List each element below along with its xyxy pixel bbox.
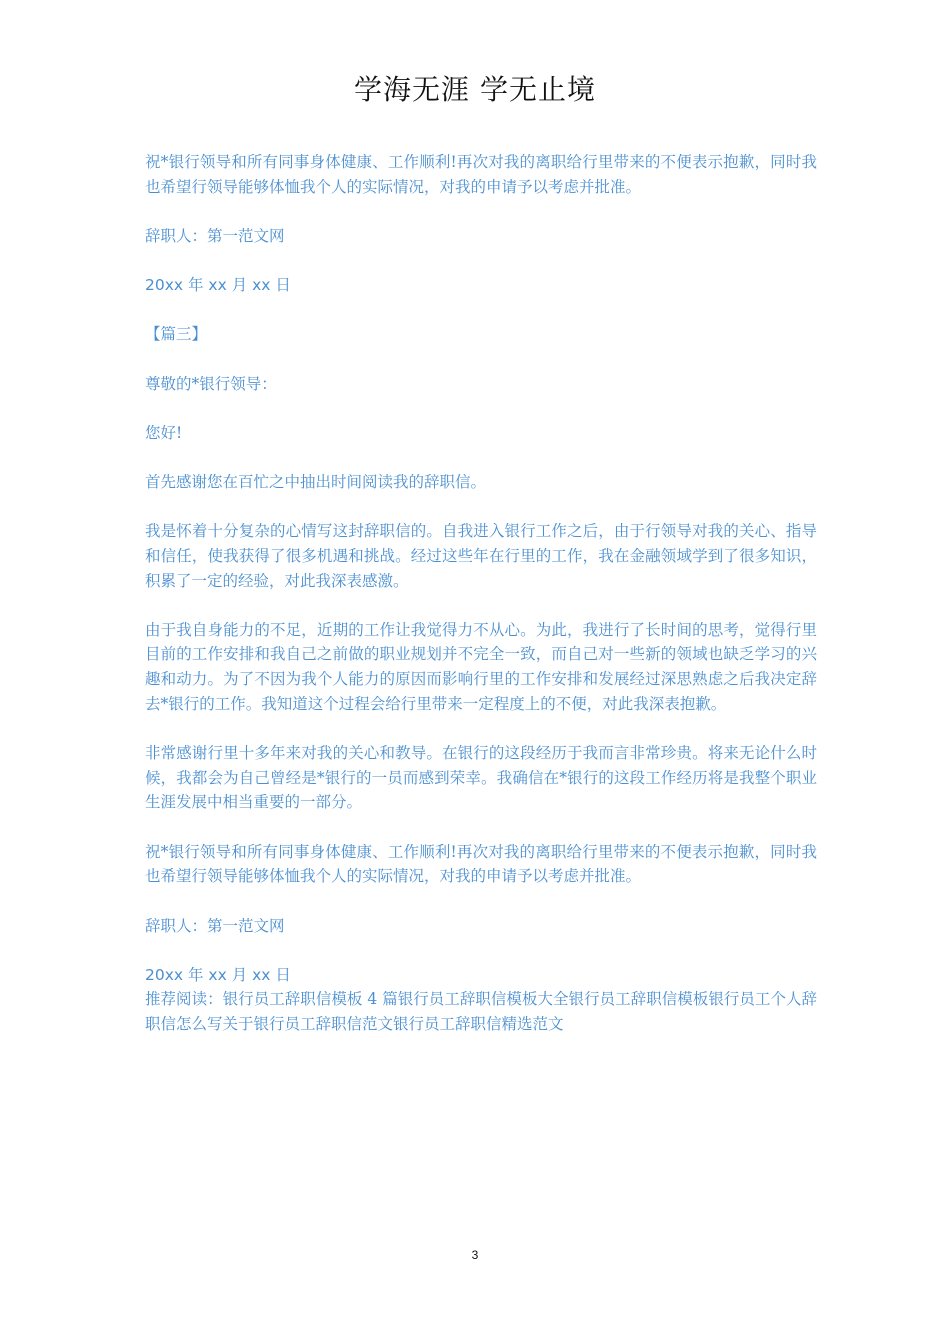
date-line: 20xx 年 xx 月 xx 日 bbox=[145, 965, 291, 984]
body-paragraph: 我是怀着十分复杂的心情写这封辞职信的。自我进入银行工作之后，由于行领导对我的关心、指导和信任，使我获得了很多机遇和挑战。经过这些年在行里的工作，我在金融领域学到了很多知识，积累了一定的经验，对此我深表感激。 bbox=[145, 522, 817, 590]
salutation: 尊敬的*银行领导： bbox=[145, 374, 277, 393]
document-body bbox=[145, 150, 817, 1061]
page-title: 学海无涯 学无止境 bbox=[354, 73, 596, 106]
signature-line: 辞职人：第一范文网 bbox=[145, 226, 285, 245]
date-line: 20xx 年 xx 月 xx 日 bbox=[145, 276, 291, 295]
body-paragraph: 非常感谢行里十多年来对我的关心和教导。在银行的这段经历于我而言非常珍贵。将来无论什么时候，我都会为自己曾经是*银行的一员而感到荣幸。我确信在*银行的这段工作经历将是我整个职业生涯发展中相当重要的一部分。 bbox=[145, 744, 817, 812]
body-paragraph: 由于我自身能力的不足，近期的工作让我觉得力不从心。为此，我进行了长时间的思考，觉得行里目前的工作安排和我自己之前做的职业规划并不完全一致，而自己对一些新的领域也缺乏学习的兴趣和动力。为了不因为我个人能力的原因而影响行里的工作安排和发展经过深思熟虑之后我决定辞去*银行的工作。我知道这个过程会给行里带来一定程度上的不便，对此我深表抱歉。 bbox=[145, 620, 817, 713]
signature-line: 辞职人：第一范文网 bbox=[145, 916, 285, 935]
intro-paragraph: 首先感谢您在百忙之中抽出时间阅读我的辞职信。 bbox=[145, 472, 487, 491]
recommended-reading: 推荐阅读：银行员工辞职信模板 4 篇银行员工辞职信模板大全银行员工辞职信模板银行员工个人辞职信怎么写关于银行员工辞职信范文银行员工辞职信精选范文 bbox=[145, 990, 817, 1034]
section-heading: 【篇三】 bbox=[145, 325, 208, 344]
greeting: 您好! bbox=[145, 423, 183, 442]
closing-wishes-paragraph: 祝*银行领导和所有同事身体健康、工作顺利!再次对我的离职给行里带来的不便表示抱歉，同时我也希望行领导能够体恤我个人的实际情况，对我的申请予以考虑并批准。 bbox=[145, 153, 817, 196]
closing-wishes-paragraph: 祝*银行领导和所有同事身体健康、工作顺利!再次对我的离职给行里带来的不便表示抱歉，同时我也希望行领导能够体恤我个人的实际情况，对我的申请予以考虑并批准。 bbox=[145, 842, 817, 886]
page-number: 3 bbox=[471, 1248, 479, 1262]
